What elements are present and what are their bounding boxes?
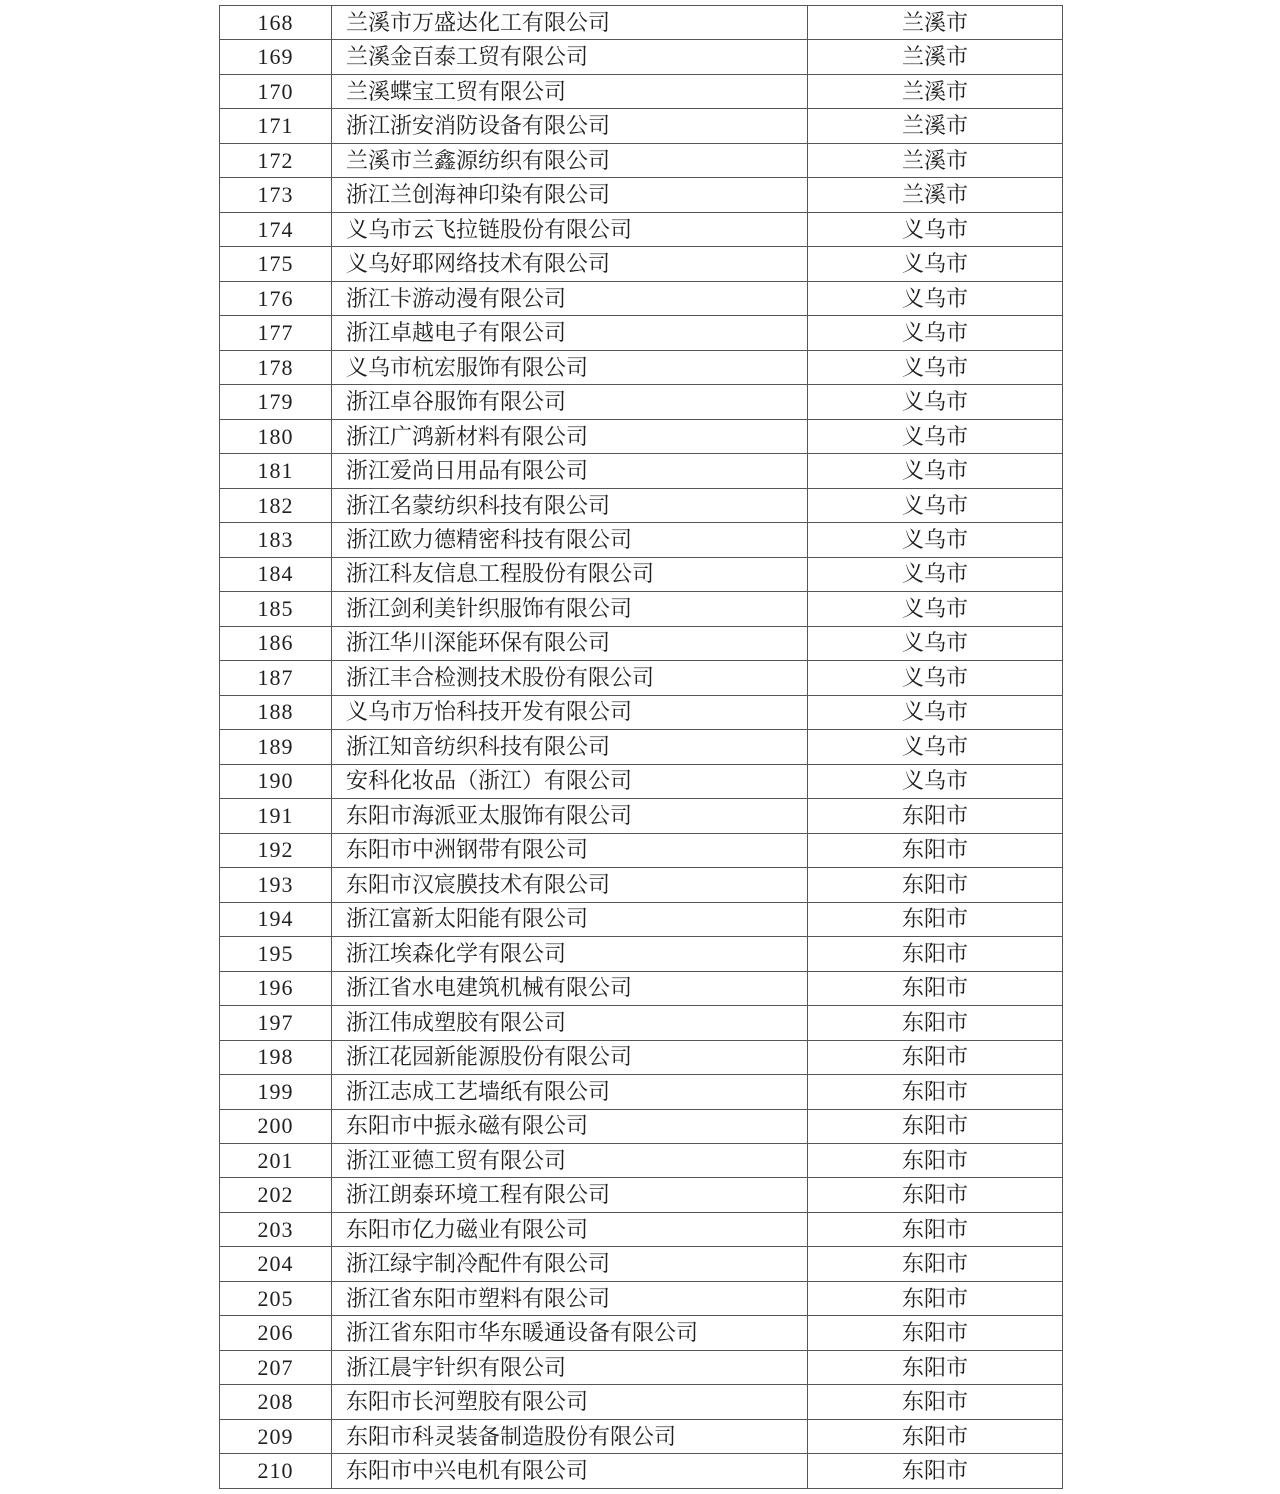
table-row (220, 661, 1063, 695)
row-number-cell: 194 (220, 902, 332, 936)
table-row (220, 178, 1063, 212)
row-number-cell: 207 (220, 1350, 332, 1384)
table-row (220, 247, 1063, 281)
company-name-cell: 浙江科友信息工程股份有限公司 (332, 557, 808, 591)
city-cell: 东阳市 (808, 1143, 1063, 1177)
city-cell: 东阳市 (808, 1281, 1063, 1315)
city-cell: 东阳市 (808, 799, 1063, 833)
city-cell: 义乌市 (808, 316, 1063, 350)
city-cell: 义乌市 (808, 557, 1063, 591)
row-number-cell: 168 (220, 6, 332, 40)
company-name-cell: 东阳市科灵装备制造股份有限公司 (332, 1419, 808, 1453)
company-name-cell: 浙江省水电建筑机械有限公司 (332, 971, 808, 1005)
city-cell: 义乌市 (808, 454, 1063, 488)
table-row (220, 1006, 1063, 1040)
city-cell: 东阳市 (808, 1006, 1063, 1040)
row-number-cell: 198 (220, 1040, 332, 1074)
row-number-cell: 205 (220, 1281, 332, 1315)
company-name-cell: 浙江埃森化学有限公司 (332, 937, 808, 971)
city-cell: 义乌市 (808, 247, 1063, 281)
row-number-cell: 185 (220, 592, 332, 626)
table-row (220, 592, 1063, 626)
table-row (220, 281, 1063, 315)
company-name-cell: 浙江花园新能源股份有限公司 (332, 1040, 808, 1074)
city-cell: 兰溪市 (808, 40, 1063, 74)
table-row (220, 1178, 1063, 1212)
row-number-cell: 175 (220, 247, 332, 281)
table-row (220, 523, 1063, 557)
row-number-cell: 193 (220, 868, 332, 902)
company-name-cell: 浙江志成工艺墙纸有限公司 (332, 1075, 808, 1109)
table-row (220, 695, 1063, 729)
city-cell: 义乌市 (808, 661, 1063, 695)
row-number-cell: 169 (220, 40, 332, 74)
company-name-cell: 浙江晨宇针织有限公司 (332, 1350, 808, 1384)
table-row (220, 971, 1063, 1005)
table-row (220, 1350, 1063, 1384)
company-name-cell: 浙江名蒙纺织科技有限公司 (332, 488, 808, 522)
table-row (220, 1109, 1063, 1143)
row-number-cell: 188 (220, 695, 332, 729)
city-cell: 义乌市 (808, 419, 1063, 453)
city-cell: 义乌市 (808, 592, 1063, 626)
company-name-cell: 浙江剑利美针织服饰有限公司 (332, 592, 808, 626)
company-name-cell: 浙江浙安消防设备有限公司 (332, 109, 808, 143)
city-cell: 义乌市 (808, 764, 1063, 798)
city-cell: 兰溪市 (808, 178, 1063, 212)
city-cell: 东阳市 (808, 1040, 1063, 1074)
row-number-cell: 183 (220, 523, 332, 557)
row-number-cell: 187 (220, 661, 332, 695)
row-number-cell: 204 (220, 1247, 332, 1281)
row-number-cell: 202 (220, 1178, 332, 1212)
table-row (220, 1419, 1063, 1453)
row-number-cell: 180 (220, 419, 332, 453)
company-name-cell: 浙江卓越电子有限公司 (332, 316, 808, 350)
table-row (220, 109, 1063, 143)
row-number-cell: 195 (220, 937, 332, 971)
city-cell: 东阳市 (808, 1350, 1063, 1384)
table-row (220, 1143, 1063, 1177)
company-name-cell: 浙江富新太阳能有限公司 (332, 902, 808, 936)
city-cell: 东阳市 (808, 1419, 1063, 1453)
row-number-cell: 186 (220, 626, 332, 660)
city-cell: 义乌市 (808, 212, 1063, 246)
table-row (220, 143, 1063, 177)
table-row (220, 74, 1063, 108)
company-name-cell: 浙江朗泰环境工程有限公司 (332, 1178, 808, 1212)
city-cell: 东阳市 (808, 1212, 1063, 1246)
city-cell: 义乌市 (808, 350, 1063, 384)
company-name-cell: 浙江欧力德精密科技有限公司 (332, 523, 808, 557)
city-cell: 东阳市 (808, 1178, 1063, 1212)
row-number-cell: 208 (220, 1385, 332, 1419)
company-name-cell: 兰溪市万盛达化工有限公司 (332, 6, 808, 40)
company-name-cell: 兰溪蝶宝工贸有限公司 (332, 74, 808, 108)
city-cell: 东阳市 (808, 833, 1063, 867)
company-name-cell: 东阳市中洲钢带有限公司 (332, 833, 808, 867)
table-row (220, 1454, 1063, 1489)
table-row (220, 1385, 1063, 1419)
city-cell: 东阳市 (808, 1109, 1063, 1143)
company-name-cell: 义乌好耶网络技术有限公司 (332, 247, 808, 281)
table-row (220, 6, 1063, 40)
city-cell: 兰溪市 (808, 6, 1063, 40)
city-cell: 东阳市 (808, 1454, 1063, 1489)
company-name-cell: 浙江广鸿新材料有限公司 (332, 419, 808, 453)
city-cell: 义乌市 (808, 626, 1063, 660)
table-row (220, 419, 1063, 453)
row-number-cell: 190 (220, 764, 332, 798)
company-table-body (220, 6, 1063, 1489)
row-number-cell: 174 (220, 212, 332, 246)
company-name-cell: 东阳市中兴电机有限公司 (332, 1454, 808, 1489)
company-name-cell: 浙江兰创海神印染有限公司 (332, 178, 808, 212)
row-number-cell: 196 (220, 971, 332, 1005)
row-number-cell: 182 (220, 488, 332, 522)
company-name-cell: 浙江伟成塑胶有限公司 (332, 1006, 808, 1040)
table-row (220, 799, 1063, 833)
table-row (220, 557, 1063, 591)
city-cell: 义乌市 (808, 523, 1063, 557)
row-number-cell: 197 (220, 1006, 332, 1040)
row-number-cell: 200 (220, 1109, 332, 1143)
company-name-cell: 浙江卓谷服饰有限公司 (332, 385, 808, 419)
city-cell: 东阳市 (808, 1316, 1063, 1350)
table-row (220, 1281, 1063, 1315)
table-row (220, 833, 1063, 867)
row-number-cell: 184 (220, 557, 332, 591)
city-cell: 义乌市 (808, 385, 1063, 419)
company-name-cell: 浙江知音纺织科技有限公司 (332, 730, 808, 764)
row-number-cell: 171 (220, 109, 332, 143)
table-row (220, 1212, 1063, 1246)
city-cell: 东阳市 (808, 868, 1063, 902)
table-row (220, 1247, 1063, 1281)
row-number-cell: 170 (220, 74, 332, 108)
city-cell: 东阳市 (808, 1075, 1063, 1109)
city-cell: 义乌市 (808, 281, 1063, 315)
table-row (220, 730, 1063, 764)
city-cell: 义乌市 (808, 730, 1063, 764)
row-number-cell: 191 (220, 799, 332, 833)
city-cell: 东阳市 (808, 971, 1063, 1005)
row-number-cell: 199 (220, 1075, 332, 1109)
table-row (220, 937, 1063, 971)
table-row (220, 1316, 1063, 1350)
company-name-cell: 浙江亚德工贸有限公司 (332, 1143, 808, 1177)
table-row (220, 1040, 1063, 1074)
company-name-cell: 兰溪金百泰工贸有限公司 (332, 40, 808, 74)
table-row (220, 1075, 1063, 1109)
row-number-cell: 176 (220, 281, 332, 315)
row-number-cell: 172 (220, 143, 332, 177)
company-name-cell: 浙江丰合检测技术股份有限公司 (332, 661, 808, 695)
company-name-cell: 浙江省东阳市华东暖通设备有限公司 (332, 1316, 808, 1350)
company-list-table (219, 5, 1063, 1489)
table-row (220, 454, 1063, 488)
city-cell: 义乌市 (808, 488, 1063, 522)
city-cell: 东阳市 (808, 902, 1063, 936)
company-name-cell: 东阳市海派亚太服饰有限公司 (332, 799, 808, 833)
company-name-cell: 兰溪市兰鑫源纺织有限公司 (332, 143, 808, 177)
city-cell: 兰溪市 (808, 109, 1063, 143)
company-name-cell: 浙江爱尚日用品有限公司 (332, 454, 808, 488)
company-name-cell: 浙江华川深能环保有限公司 (332, 626, 808, 660)
city-cell: 东阳市 (808, 937, 1063, 971)
table-row (220, 40, 1063, 74)
row-number-cell: 181 (220, 454, 332, 488)
table-row (220, 626, 1063, 660)
company-name-cell: 浙江绿宇制冷配件有限公司 (332, 1247, 808, 1281)
company-name-cell: 浙江省东阳市塑料有限公司 (332, 1281, 808, 1315)
city-cell: 兰溪市 (808, 143, 1063, 177)
company-name-cell: 东阳市长河塑胶有限公司 (332, 1385, 808, 1419)
company-name-cell: 浙江卡游动漫有限公司 (332, 281, 808, 315)
table-row (220, 488, 1063, 522)
row-number-cell: 203 (220, 1212, 332, 1246)
company-name-cell: 义乌市万怡科技开发有限公司 (332, 695, 808, 729)
row-number-cell: 177 (220, 316, 332, 350)
row-number-cell: 210 (220, 1454, 332, 1489)
company-name-cell: 安科化妆品（浙江）有限公司 (332, 764, 808, 798)
city-cell: 兰溪市 (808, 74, 1063, 108)
table-row (220, 385, 1063, 419)
company-name-cell: 东阳市中振永磁有限公司 (332, 1109, 808, 1143)
row-number-cell: 178 (220, 350, 332, 384)
table-row (220, 212, 1063, 246)
row-number-cell: 192 (220, 833, 332, 867)
company-name-cell: 义乌市杭宏服饰有限公司 (332, 350, 808, 384)
row-number-cell: 209 (220, 1419, 332, 1453)
row-number-cell: 173 (220, 178, 332, 212)
company-name-cell: 东阳市亿力磁业有限公司 (332, 1212, 808, 1246)
company-name-cell: 东阳市汉宸膜技术有限公司 (332, 868, 808, 902)
table-row (220, 316, 1063, 350)
row-number-cell: 201 (220, 1143, 332, 1177)
city-cell: 东阳市 (808, 1385, 1063, 1419)
city-cell: 东阳市 (808, 1247, 1063, 1281)
city-cell: 义乌市 (808, 695, 1063, 729)
row-number-cell: 189 (220, 730, 332, 764)
company-name-cell: 义乌市云飞拉链股份有限公司 (332, 212, 808, 246)
table-row (220, 902, 1063, 936)
table-row (220, 868, 1063, 902)
table-row (220, 350, 1063, 384)
table-row (220, 764, 1063, 798)
row-number-cell: 206 (220, 1316, 332, 1350)
row-number-cell: 179 (220, 385, 332, 419)
